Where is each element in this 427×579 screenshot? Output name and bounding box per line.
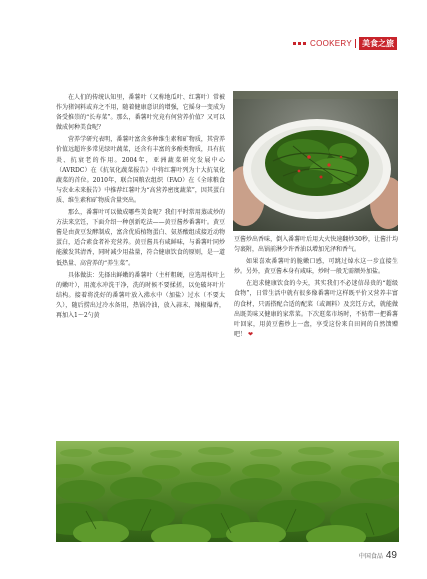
page-number: 49 [385,550,397,561]
paragraph-2: 营养学研究表明，番薯叶富含多种维生素和矿物质，其营养价值远超许多常见绿叶蔬菜，还含有丰富的多酚类物质，具有抗炎、抗衰老的作用。2004年，亚洲蔬菜研究发展中心（AVRDC）在《抗氧化蔬菜报告》中将红薯叶列为十大抗氧化蔬菜的首位。2010年，联合国粮农组织（FAO）在《全球粮食与农业未来报告》中推荐红薯叶为“高营养密度蔬菜”，因其蛋白质、维生素和矿物质含量突出。 [56,136,225,204]
section-tag: 美食之旅 [359,37,397,50]
page-footer [359,550,397,561]
paragraph-6: 如果喜欢番薯叶的脆嫩口感，可跳过焯水这一步直接生炒。另外，黄豆酱本身有咸味，炒时一般无需额外加盐。 [234,258,398,276]
paragraph-3: 那么，番薯叶可以做成哪些美食呢？我们平时常用蒸或炒的方法来烹饪，下面介绍一种创新吃法——黄豆酱炒番薯叶。黄豆酱是由黄豆发酵制成，富含优质植物蛋白、氨基酸组成接近动物蛋白，适合素食者补充营养。黄豆酱具有咸鲜味，与番薯叶同炒能激发其清香，同时减少用盐量，符合健康饮食的原则，是一道低热量、高营养的“养生菜”。 [56,209,225,267]
section-label: COOKERY [310,38,352,48]
paragraph-7 [234,279,398,340]
plate-of-sweet-potato-leaves-photo [233,91,398,231]
section-divider [355,39,356,48]
decorative-dots-icon [293,42,306,45]
paragraph-4: 具体做法：先择出鲜嫩的番薯叶（主杆粗硬，应选用枝叶上的嫩叶），用流水冲洗干净，洗的时候不要揉搓，以免破坏叶片结构。接着将洗好的番薯叶放入沸水中（加盐）过水（不要太久），随后捞出过冷水备用，热锅冷油，放入蒜末、辣椒爆香，再加入1～2勺黄 [56,271,225,319]
paragraph-5: 豆酱炒出香味，倒入番薯叶后用大火快速翻炒30秒，让酱汁均匀裹附，出锅前淋少许香油以增加光泽和香气。 [234,236,398,254]
paragraph-7-text: 在追求健康饮食的今天，其实我们不必迷信昂贵的“超级食物”，日常生活中就有很多像番薯叶这样既平价又营养丰富的食材，只需搭配合适的配菜（或调料）及烹饪方式，就能做出既美味又健康的家常菜。下次逛菜市场时，不妨带一把番薯叶回家，用黄豆酱炒上一盘，享受这份来自田间的自然馈赠吧！ [234,280,398,338]
paragraph-1: 在人们的传统认知里，番薯叶（又称地瓜叶、红薯叶）常被作为猪饲料或弃之不用，随着健康意识的增强，它摇身一变成为备受推崇的“长寿菜”。那么，番薯叶究竟有何营养价值？又可以做成何种美食呢？ [56,94,225,132]
magazine-name: 中国食品 [358,554,383,560]
right-text-column [234,235,398,342]
section-header [293,36,397,50]
end-mark-icon: ❤ [247,331,253,338]
sweet-potato-field-photo [56,441,399,542]
left-text-column [56,93,225,323]
